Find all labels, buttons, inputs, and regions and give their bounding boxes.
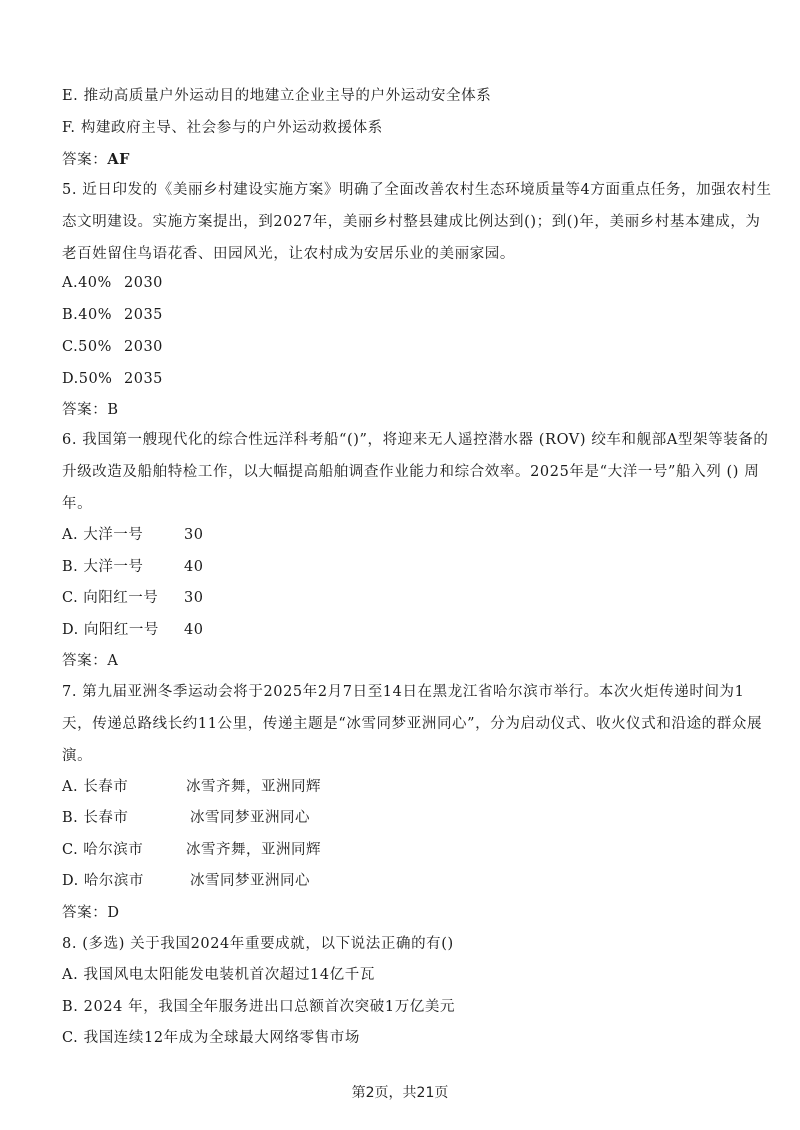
- q6-option-a: [62, 525, 204, 545]
- q6-option-b: [62, 557, 204, 577]
- option-label: A.40%: [62, 275, 112, 291]
- option-label: C.50%: [62, 339, 112, 355]
- option-value: 冰雪同梦亚洲同心: [190, 873, 310, 889]
- page-footer: 第2页，共21页: [351, 1085, 449, 1101]
- q6-option-c: [62, 588, 204, 608]
- option-value: 冰雪齐舞，亚洲同辉: [186, 842, 321, 858]
- answer-label: 答案：: [62, 152, 108, 168]
- option-value: 30: [184, 527, 204, 543]
- q8-option-b: B. 2024 年，我国全年服务进出口总额首次突破1万亿美元: [62, 999, 456, 1015]
- option-label: A. 大洋一号: [62, 527, 144, 543]
- answer-label: 答案：: [62, 905, 108, 921]
- option-label: A. 长春市: [62, 779, 129, 795]
- option-label: D. 向阳红一号: [62, 622, 159, 638]
- option-value: 30: [184, 590, 204, 606]
- answer-q7: [62, 903, 120, 923]
- option-value: 40: [184, 559, 204, 575]
- q7-option-d: [62, 871, 310, 891]
- answer-label: 答案：: [62, 402, 108, 418]
- answer-q5: [62, 400, 119, 420]
- option-value: 2030: [124, 275, 163, 291]
- option-f: F. 构建政府主导、社会参与的户外运动救援体系: [62, 120, 383, 136]
- question-5-stem: 5. 近日印发的《美丽乡村建设实施方案》明确了全面改善农村生态环境质量等4方面重点任务，加强农村生态文明建设。实施方案提出，到2027年，美丽乡村整县建成比例达到()；到()年，美丽乡村基本建成，为老百姓留住鸟语花香、田园风光，让农村成为安居乐业的美丽家园。: [62, 182, 772, 262]
- answer-value: B: [107, 402, 119, 418]
- answer-value: A: [107, 653, 119, 669]
- question-6-stem: 6. 我国第一艘现代化的综合性远洋科考船“()”，将迎来无人遥控潜水器 (ROV) 绞车和舰部A型架等装备的升级改造及船舶特检工作，以大幅提高船舶调查作业能力和综合效率。2025年是“大洋一号”船入列 () 周年。: [62, 432, 769, 512]
- question-8-stem: 8. (多选) 关于我国2024年重要成就，以下说法正确的有(): [62, 936, 454, 952]
- option-label: D.50%: [62, 371, 113, 387]
- q8-option-c: C. 我国连续12年成为全球最大网络零售市场: [62, 1030, 360, 1046]
- option-value: 2030: [124, 339, 163, 355]
- q5-option-c: [62, 337, 163, 357]
- q6-option-d: [62, 620, 204, 640]
- q7-option-c: [62, 840, 321, 860]
- option-value: 冰雪同梦亚洲同心: [190, 810, 310, 826]
- q8-option-a: A. 我国风电太阳能发电装机首次超过14亿千瓦: [62, 967, 375, 983]
- option-label: C. 哈尔滨市: [62, 842, 144, 858]
- answer-q4: [62, 150, 130, 170]
- option-label: D. 哈尔滨市: [62, 873, 144, 889]
- q5-option-b: [62, 305, 163, 325]
- option-label: C. 向阳红一号: [62, 590, 159, 606]
- answer-label: 答案：: [62, 653, 108, 669]
- answer-value: D: [107, 905, 120, 921]
- option-label: B.40%: [62, 307, 112, 323]
- q5-option-a: [62, 273, 163, 293]
- q7-option-b: [62, 808, 310, 828]
- option-e: E. 推动高质量户外运动目的地建立企业主导的户外运动安全体系: [62, 88, 492, 104]
- q7-option-a: [62, 777, 321, 797]
- option-label: B. 大洋一号: [62, 559, 144, 575]
- option-value: 40: [184, 622, 204, 638]
- q5-option-d: [62, 369, 163, 389]
- option-value: 2035: [124, 307, 163, 323]
- answer-value: AF: [107, 151, 131, 168]
- question-7-stem: 7. 第九届亚洲冬季运动会将于2025年2月7日至14日在黑龙江省哈尔滨市举行。本次火炬传递时间为1天，传递总路线长约11公里，传递主题是“冰雪同梦亚洲同心”，分为启动仪式、收火仪式和沿途的群众展演。: [62, 684, 763, 764]
- option-label: B. 长春市: [62, 810, 129, 826]
- option-value: 冰雪齐舞，亚洲同辉: [186, 779, 321, 795]
- answer-q6: [62, 651, 118, 671]
- option-value: 2035: [124, 371, 163, 387]
